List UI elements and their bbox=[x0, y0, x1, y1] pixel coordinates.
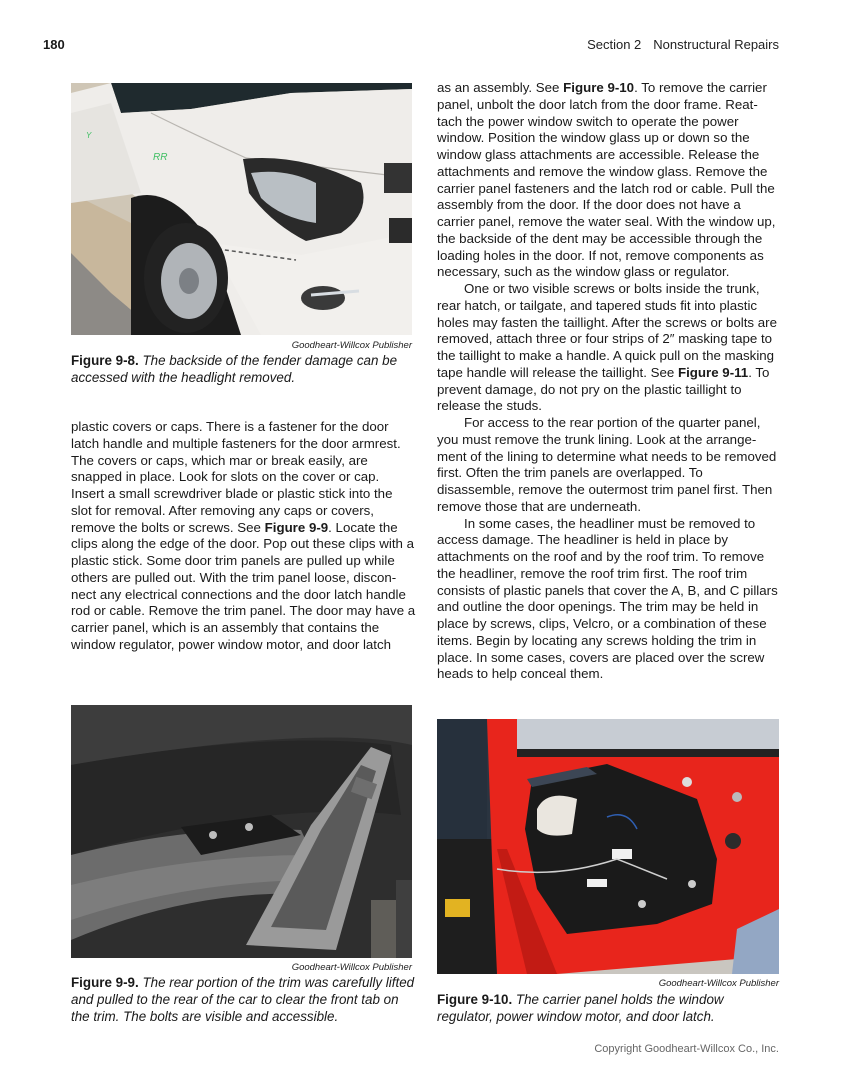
figure-9-9-caption bbox=[71, 974, 416, 1025]
body-paragraph bbox=[437, 415, 782, 516]
figure-9-9-caption-text: The rear portion of the trim was carefully lifted and pulled to the rear of the car to clear the front tab on the trim. The bolts are visible and accessible. bbox=[71, 975, 415, 1024]
paragraph-text: . To prevent damage, do not pry on the plastic taillight to release the studs. bbox=[437, 364, 770, 414]
figure-9-10-caption bbox=[437, 991, 782, 1025]
figure-9-8-caption-text: The backside of the fender damage can be accessed with the headlight removed. bbox=[71, 353, 398, 385]
figure-9-10-label: Figure 9-10. bbox=[437, 992, 513, 1007]
paragraph-text: plastic covers or caps. There is a fastener for the door latch handle and multiple fasteners for the door armrest. The covers or caps, which mar or break easily, are snapped in place. Look for slots on the cover or cap. Insert a small screwdriver blade or plastic stick into the slot for removal. After removing any caps or covers, remove the bolts or screws. See bbox=[71, 419, 401, 535]
paragraph-text: . To remove the carrier panel, unbolt the door latch from the door frame. Reat-tach the power window switch to operate the power window. Position the window glass up or down so the window glass attachments are accessible. Release the attachments and remove the window glass. Remove the carrier panel fasteners and the latch rod or cable. Pull the assembly from the door. If the door does not have a carrier panel, remove the water seal. With the window up, the backside of the dent may be accessible through the loading holes in the door. If not, remove components as necessary, such as the window glass or regulator. bbox=[437, 80, 776, 280]
figure-reference: Figure 9-10 bbox=[563, 80, 635, 95]
svg-text:RR: RR bbox=[153, 152, 168, 163]
paragraph-text: . Locate the clips along the edge of the door. Pop out these clips with a plastic stick. Some door trim panels are pulled up while others are pulled out. With the trim panel loose, discon-nect any electrical connections and the door latch handle rod or cable. Remove the trim panel. The door may have a carrier panel, which is an assembly that contains the window regulator, power window motor, and door latch bbox=[71, 519, 416, 652]
section-title: Nonstructural Repairs bbox=[653, 37, 779, 52]
car-fender-image bbox=[71, 83, 412, 335]
body-paragraph bbox=[437, 80, 782, 281]
figure-9-8-label: Figure 9-8. bbox=[71, 353, 139, 368]
body-paragraph bbox=[71, 419, 416, 654]
body-paragraph bbox=[437, 516, 782, 684]
figure-9-10-photo bbox=[437, 719, 779, 974]
body-paragraph bbox=[437, 281, 782, 415]
door-trim-image bbox=[71, 705, 412, 958]
figure-9-8-photo bbox=[71, 83, 412, 335]
figure-9-9-label: Figure 9-9. bbox=[71, 975, 139, 990]
paragraph-text: In some cases, the headliner must be removed to access damage. The headliner is held in place by attachments on the roof and by the roof trim. To remove the headliner, remove the roof trim first. The roof trim consists of plastic panels that cover the A, B, and C pillars and outline the door openings. The trim may be held in place by screws, clips, Velcro, or a combination of these items. Begin by locating any screws holding the trim in place. In some cases, covers are placed over the screw heads to help conceal them. bbox=[437, 515, 778, 682]
figure-9-9-photo bbox=[71, 705, 412, 958]
svg-text:Y: Y bbox=[86, 131, 92, 140]
page-number: 180 bbox=[43, 37, 65, 52]
right-column-text bbox=[437, 80, 782, 683]
door-carrier-panel-image bbox=[437, 719, 779, 974]
running-header bbox=[587, 37, 779, 52]
section-number: Section 2 bbox=[587, 37, 642, 52]
copyright-notice: Copyright Goodheart-Willcox Co., Inc. bbox=[594, 1043, 779, 1055]
paragraph-text: For access to the rear portion of the quarter panel, you must remove the trunk lining. Look at the arrange-ment of the lining to determine what needs to be removed first. Often the trim panels are overlapped. To disassemble, remove the outermost trim panel first. Then remove those that are underneath. bbox=[437, 415, 777, 514]
figure-reference: Figure 9-9 bbox=[264, 519, 329, 535]
figure-reference: Figure 9-11 bbox=[677, 364, 749, 380]
figure-9-8-credit: Goodheart-Willcox Publisher bbox=[291, 340, 412, 351]
paragraph-text: as an assembly. See bbox=[437, 80, 564, 95]
figure-9-10-credit: Goodheart-Willcox Publisher bbox=[658, 978, 779, 989]
paragraph-text: One or two visible screws or bolts inside the trunk, rear hatch, or tailgate, and tapered studs fit into plastic holes may fasten the taillight. After the screws or bolts are removed, attach three or four strips of 2″ masking tape to the taillight to make a handle. A quick pull on the masking tape handle will release the taillight. See bbox=[437, 281, 777, 380]
figure-9-9-credit: Goodheart-Willcox Publisher bbox=[291, 962, 412, 973]
figure-9-8-caption bbox=[71, 352, 416, 386]
left-column-text bbox=[71, 419, 416, 654]
figure-9-10-caption-text: The carrier panel holds the window regulator, power window motor, and door latch. bbox=[437, 992, 724, 1024]
